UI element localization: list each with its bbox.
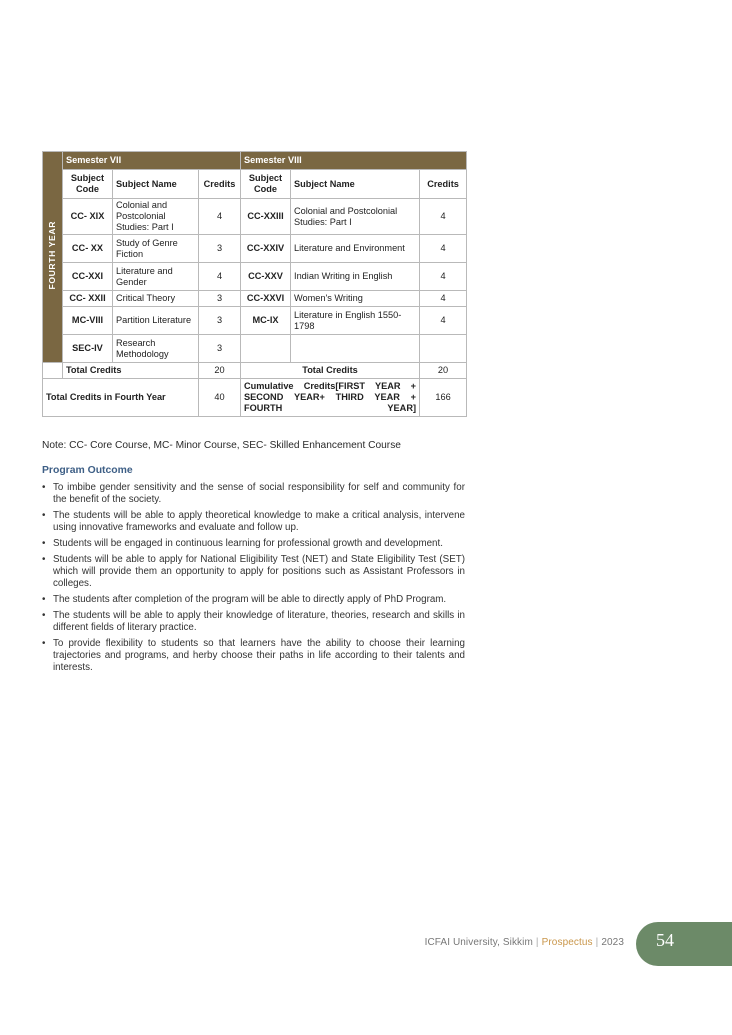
footer-doc-title: Prospectus bbox=[541, 937, 593, 948]
list-item: • The students after completion of the program will be able to directly apply of PhD Program. bbox=[42, 594, 465, 606]
total-credits-viii: 20 bbox=[420, 363, 467, 379]
list-item: • The students will be able to apply theoretical knowledge to make a critical analysis, intervene using innovative frameworks and evaluate and follow up. bbox=[42, 510, 465, 534]
subject-code: MC-VIII bbox=[63, 307, 113, 335]
list-item: • To provide flexibility to students so that learners have the ability to choose their learning trajectories and programs, and herby choose their paths in life according to their talents and interests. bbox=[42, 638, 465, 675]
cumulative-credits-value: 166 bbox=[420, 379, 467, 417]
table-row bbox=[43, 291, 467, 307]
subject-name: Literature in English 1550-1798 bbox=[291, 307, 420, 335]
table-row bbox=[43, 307, 467, 335]
subject-name: Colonial and Postcolonial Studies: Part I bbox=[291, 199, 420, 235]
credits-value: 4 bbox=[420, 263, 467, 291]
subject-name: Literature and Gender bbox=[113, 263, 199, 291]
table-row bbox=[43, 335, 467, 363]
credits-value: 4 bbox=[420, 291, 467, 307]
total-credits-label: Total Credits bbox=[241, 363, 420, 379]
table-row bbox=[43, 263, 467, 291]
total-credits-row bbox=[43, 363, 467, 379]
credits-header: Credits bbox=[420, 170, 467, 199]
page-number: 54 bbox=[656, 930, 674, 950]
program-outcome-heading: Program Outcome bbox=[42, 465, 133, 476]
subject-code: CC-XXIV bbox=[241, 235, 291, 263]
subject-code: CC- XXII bbox=[63, 291, 113, 307]
credits-value: 4 bbox=[420, 235, 467, 263]
credits-value: 4 bbox=[420, 307, 467, 335]
fourth-year-total-label: Total Credits in Fourth Year bbox=[43, 379, 199, 417]
subject-name: Critical Theory bbox=[113, 291, 199, 307]
column-header-row bbox=[43, 170, 467, 199]
list-item: • To imbibe gender sensitivity and the sense of social responsibility for self and community for the benefit of the society. bbox=[42, 482, 465, 506]
total-credits-vii: 20 bbox=[199, 363, 241, 379]
subject-code: MC-IX bbox=[241, 307, 291, 335]
curriculum-table bbox=[42, 151, 467, 417]
credits-value: 4 bbox=[199, 199, 241, 235]
table-row bbox=[43, 235, 467, 263]
subject-name: Research Methodology bbox=[113, 335, 199, 363]
footer-text: ICFAI University, Sikkim | Prospectus | 2023 bbox=[424, 937, 624, 948]
list-item: • The students will be able to apply their knowledge of literature, theories, research and skills in different fields of literary practice. bbox=[42, 610, 465, 634]
subject-name: Indian Writing in English bbox=[291, 263, 420, 291]
list-item: • Students will be able to apply for National Eligibility Test (NET) and State Eligibility Test (SET) which will provide them an opportunity to apply for positions such as Assistant Professors in colleges. bbox=[42, 554, 465, 591]
subject-name: Study of Genre Fiction bbox=[113, 235, 199, 263]
semester-header-row bbox=[43, 152, 467, 170]
subject-name: Colonial and Postcolonial Studies: Part I bbox=[113, 199, 199, 235]
credits-value: 3 bbox=[199, 291, 241, 307]
credits-value bbox=[420, 335, 467, 363]
subject-code: CC-XXIII bbox=[241, 199, 291, 235]
subject-code: CC- XIX bbox=[63, 199, 113, 235]
table-row bbox=[43, 199, 467, 235]
credits-value: 3 bbox=[199, 335, 241, 363]
total-credits-label: Total Credits bbox=[63, 363, 199, 379]
cumulative-credits-label: Cumulative Credits[FIRST YEAR + SECOND YEAR+ THIRD YEAR + FOURTH YEAR] bbox=[241, 379, 420, 417]
footer-university: ICFAI University, Sikkim bbox=[424, 937, 533, 948]
abbreviation-note: Note: CC- Core Course, MC- Minor Course, SEC- Skilled Enhancement Course bbox=[42, 440, 401, 451]
page-number-tab bbox=[636, 922, 732, 966]
subject-code: SEC-IV bbox=[63, 335, 113, 363]
fourth-year-total-value: 40 bbox=[199, 379, 241, 417]
subject-name: Partition Literature bbox=[113, 307, 199, 335]
semester-viii-header: Semester VIII bbox=[241, 152, 467, 170]
credits-header: Credits bbox=[199, 170, 241, 199]
subject-name: Literature and Environment bbox=[291, 235, 420, 263]
subject-code-header: Subject Code bbox=[241, 170, 291, 199]
footer-year: 2023 bbox=[601, 937, 624, 948]
credits-value: 4 bbox=[199, 263, 241, 291]
subject-code-header: Subject Code bbox=[63, 170, 113, 199]
program-outcome-list bbox=[42, 482, 465, 678]
credits-value: 3 bbox=[199, 235, 241, 263]
subject-code: CC-XXI bbox=[63, 263, 113, 291]
subject-name bbox=[291, 335, 420, 363]
credits-value: 3 bbox=[199, 307, 241, 335]
subject-code bbox=[241, 335, 291, 363]
subject-code: CC-XXVI bbox=[241, 291, 291, 307]
semester-vii-header: Semester VII bbox=[63, 152, 241, 170]
list-item: • Students will be engaged in continuous learning for professional growth and development. bbox=[42, 538, 465, 550]
subject-name: Women's Writing bbox=[291, 291, 420, 307]
subject-code: CC- XX bbox=[63, 235, 113, 263]
cumulative-row bbox=[43, 379, 467, 417]
subject-code: CC-XXV bbox=[241, 263, 291, 291]
year-label: FOURTH YEAR bbox=[47, 221, 57, 290]
subject-name-header: Subject Name bbox=[291, 170, 420, 199]
credits-value: 4 bbox=[420, 199, 467, 235]
year-label-cell bbox=[43, 152, 63, 363]
subject-name-header: Subject Name bbox=[113, 170, 199, 199]
